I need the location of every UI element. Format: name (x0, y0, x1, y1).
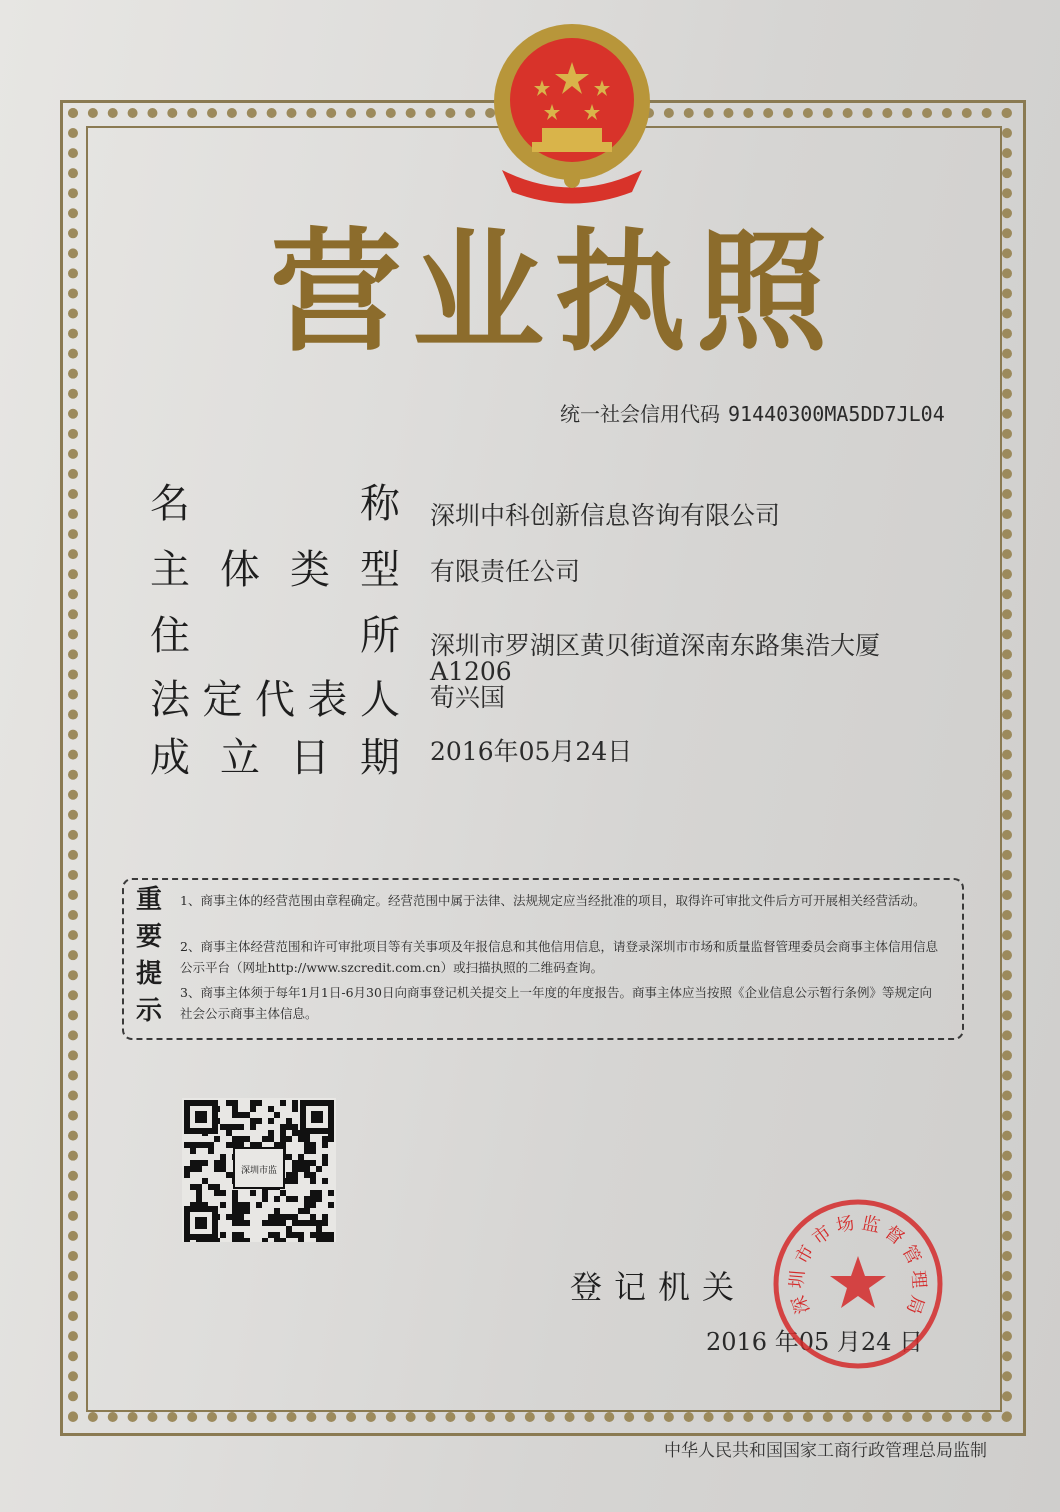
field-value-name: 深圳中科创新信息咨询有限公司 (430, 501, 781, 530)
field-label-entity-type (150, 538, 400, 595)
qr-label: 深圳市监 (240, 1166, 278, 1176)
field-value-date: 2016年05月24日 (430, 737, 633, 766)
seal-char: 场 (834, 1212, 857, 1238)
registration-date: 2016 年05 月24 日 (706, 1328, 924, 1356)
field-label-name (150, 472, 400, 529)
field-label-legal-rep (150, 668, 400, 725)
seal-char: 圳 (786, 1269, 809, 1290)
notice-item: 1、商事主体的经营范围由章程确定。经营范围中属于法律、法规规定应当经批准的项目，取得许可审批文件后方可开展相关经营活动。 (180, 893, 926, 908)
seal-char: 管 (897, 1241, 925, 1268)
field-label-char: 住 (150, 613, 190, 659)
field-label-char: 期 (360, 735, 400, 781)
credit-code (560, 398, 945, 427)
registration-authority-label: 登记机关 (570, 1268, 747, 1306)
seal-char: 深 (788, 1292, 815, 1317)
field-value-legal-rep: 荀兴国 (430, 683, 506, 712)
seal-char: 市 (791, 1241, 819, 1268)
notice-item: 2、商事主体经营范围和许可审批项目等有关事项及年报信息和其他信用信息，请登录深圳市市场和质量监督管理委员会商事主体信用信息公示平台（网址http://www.szcredit.com.cn）或扫描执照的二维码查询。 (180, 939, 938, 975)
field-label-char: 主 (150, 547, 190, 593)
field-label-char: 表 (307, 677, 348, 723)
field-label-char: 类 (290, 547, 330, 593)
credit-code-label: 统一社会信用代码 (560, 402, 720, 426)
field-value-address: 深圳市罗湖区黄贝街道深南东路集浩大厦 (430, 631, 881, 660)
field-label-date (150, 726, 400, 783)
field-label-char: 定 (202, 677, 243, 723)
field-label-char: 所 (360, 613, 400, 659)
field-label-char: 日 (290, 735, 330, 781)
field-label-char: 称 (360, 481, 400, 527)
field-label-char: 体 (220, 547, 260, 593)
field-label-address (150, 604, 400, 661)
field-label-char: 立 (220, 735, 260, 781)
seal-char: 监 (859, 1212, 882, 1238)
seal-char: 督 (880, 1221, 908, 1250)
seal-char: 理 (907, 1269, 930, 1290)
field-label-char: 名 (150, 481, 190, 527)
credit-code-value: 91440300MA5DD7JL04 (728, 402, 945, 426)
qr-code[interactable] (182, 1098, 336, 1242)
field-value-entity-type: 有限责任公司 (430, 557, 581, 586)
notice-item: 3、商事主体须于每年1月1日-6月30日向商事登记机关提交上一年度的年度报告。商事主体应当按照《企业信息公示暂行条例》等规定向社会公示商事主体信息。 (180, 985, 932, 1021)
footer-supervision: 中华人民共和国国家工商行政管理总局监制 (664, 1441, 987, 1461)
seal-char: 局 (901, 1292, 928, 1317)
field-label-char: 型 (360, 547, 400, 593)
field-value-address-line2: A1206 (430, 657, 512, 686)
national-emblem (472, 20, 672, 210)
field-label-char: 法 (150, 677, 190, 723)
notice-heading: 重要提示 (135, 885, 162, 1026)
field-label-char: 成 (150, 735, 190, 781)
field-label-char: 代 (255, 677, 295, 723)
seal-char: 市 (808, 1221, 836, 1250)
field-label-char: 人 (360, 677, 400, 723)
official-seal (770, 1196, 946, 1372)
page-title: 营业执照 (270, 216, 838, 370)
